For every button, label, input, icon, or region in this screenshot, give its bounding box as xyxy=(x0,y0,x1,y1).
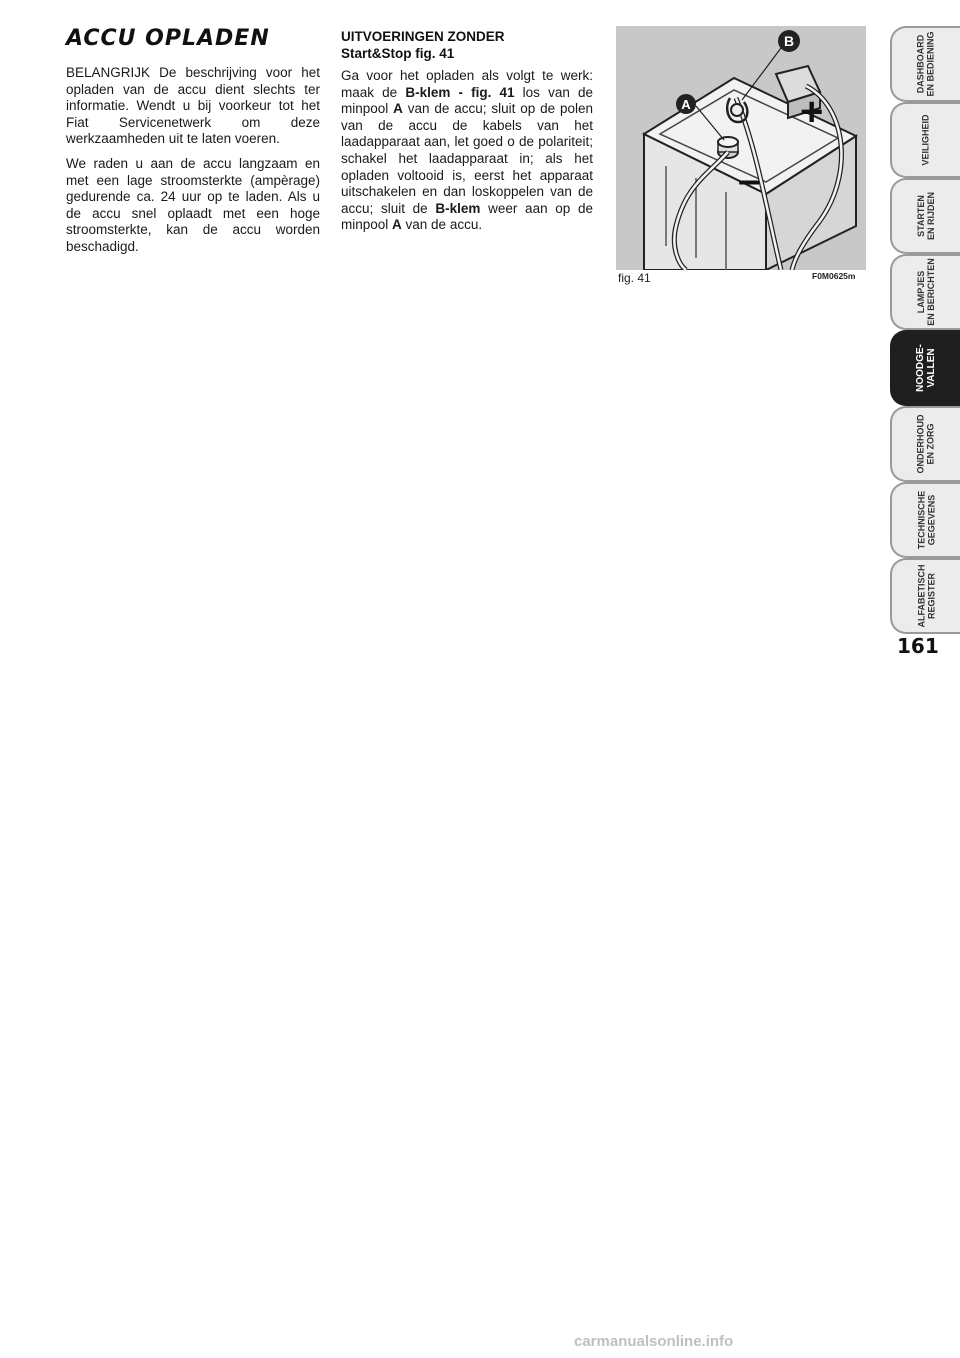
tab-label: LAMPJES EN BERICHTEN xyxy=(915,258,936,326)
procedure-text: Ga voor het opladen als volgt te werk: maak de xyxy=(341,68,593,100)
b-clamp-ref: B-klem xyxy=(435,200,481,216)
tab-label: ALFABETISCH REGISTER xyxy=(916,564,936,628)
tab-starten[interactable] xyxy=(890,178,960,254)
tab-label: VEILIGHEID xyxy=(920,114,931,166)
plus-sign: + xyxy=(800,90,824,134)
tab-lampjes[interactable] xyxy=(890,254,960,330)
important-text: De beschrijving voor het opladen van de accu dient slechts ter informatie. Wendt u bij voorkeur tot het Fiat Servicenetwerk om deze werkzaamheden uit te laten voeren. xyxy=(66,65,320,147)
figure-code: F0M0625m xyxy=(812,271,856,281)
tab-noodgevallen[interactable] xyxy=(890,330,960,406)
tab-label: DASHBOARD EN BEDIENING xyxy=(915,31,936,97)
section-title: ACCU OPLADEN xyxy=(66,26,270,51)
advice-paragraph: We raden u aan de accu langzaam en met een lage stroomsterkte (ampèrage) gedurende ca. 24 uur op te laden. Als u de accu snel oplaadt met een hoge stroomsterkte, kan de accu worden beschadigd. xyxy=(66,155,320,254)
minus-sign: – xyxy=(738,158,761,202)
battery-figure xyxy=(616,26,866,270)
important-paragraph xyxy=(66,65,320,148)
tab-label: ONDERHOUD EN ZORG xyxy=(915,414,936,474)
tab-label: TECHNISCHE GEGEVENS xyxy=(915,490,936,550)
tab-label: NOODGE- VALLEN xyxy=(915,344,937,392)
procedure-text: los van de minpool xyxy=(341,84,594,117)
important-label: BELANGRIJK xyxy=(66,65,160,80)
pole-a-ref: A xyxy=(392,217,402,233)
tab-alfabetisch[interactable] xyxy=(890,558,960,634)
procedure-text: van de accu. xyxy=(401,217,483,233)
right-column xyxy=(341,28,593,242)
subsection-title-line2: Start&Stop fig. 41 xyxy=(341,46,455,61)
battery-illustration xyxy=(616,26,866,270)
label-a-badge: A xyxy=(676,94,696,114)
tab-label: STARTEN EN RIJDEN xyxy=(915,191,936,241)
label-b-badge: B xyxy=(778,30,800,52)
procedure-paragraph xyxy=(341,68,593,234)
page-number: 161 xyxy=(897,634,939,658)
tab-technische[interactable] xyxy=(890,482,960,558)
tab-onderhoud[interactable] xyxy=(890,406,960,482)
b-clamp-ref: B-klem - fig. 41 xyxy=(405,84,515,100)
left-column xyxy=(66,26,320,264)
watermark: carmanualsonline.info xyxy=(574,1333,734,1350)
pole-a-ref: A xyxy=(393,101,403,117)
procedure-text: van de accu; sluit op de polen van de accu de kabels van het laadapparaat aan, let goed o de polariteit; schakel het laadapparaat in; als het opladen voltooid is, eerst het apparaat uitschakelen en dan loskoppelen van de accu; sluit de xyxy=(341,101,593,216)
figure-caption: fig. 41 xyxy=(618,271,651,285)
subsection-title-line1: UITVOERINGEN ZONDER xyxy=(341,29,505,44)
procedure-text: weer aan op de minpool xyxy=(341,200,594,233)
tab-veiligheid[interactable] xyxy=(890,102,960,178)
tab-dashboard[interactable] xyxy=(890,26,960,102)
